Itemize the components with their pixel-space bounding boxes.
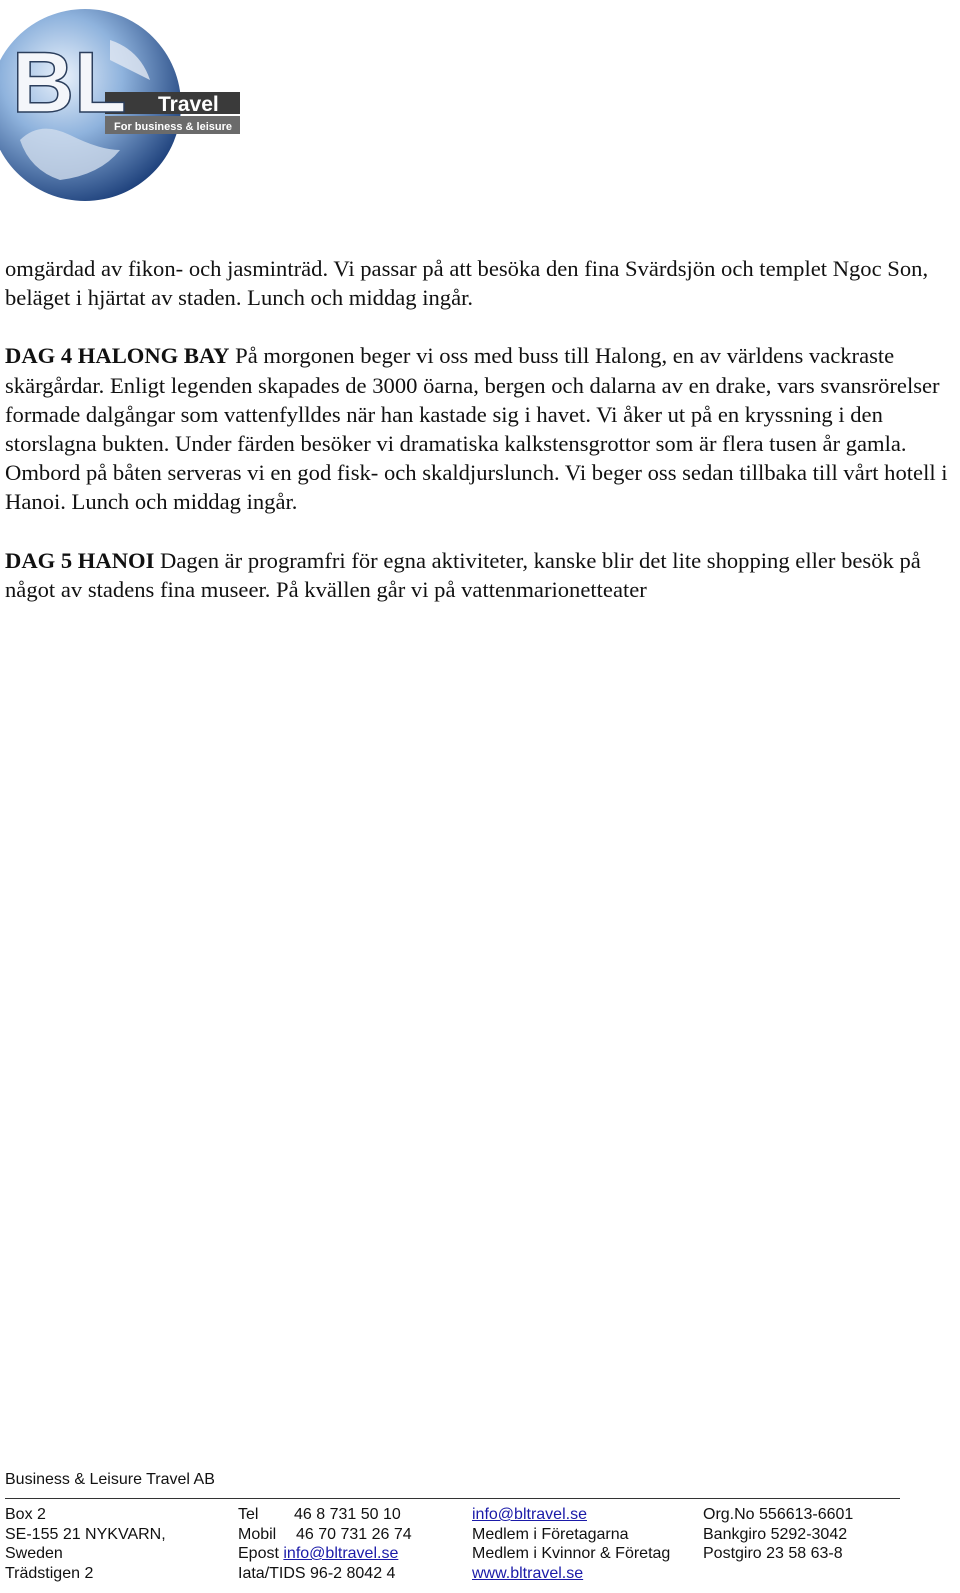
postgiro: Postgiro 23 58 63-8 bbox=[703, 1545, 843, 1562]
paragraph-day4 bbox=[5, 341, 955, 516]
mobil-value: 46 70 731 26 74 bbox=[296, 1525, 412, 1543]
company-name: Business & Leisure Travel AB bbox=[5, 1471, 215, 1488]
company-logo bbox=[0, 0, 250, 210]
day-heading: DAG 5 HANOI bbox=[5, 547, 155, 573]
paragraph-text: omgärdad av fikon- och jasminträd. Vi passar på att besöka den fina Svärdsjön och templet Ngoc Son, beläget i hjärtat av staden. Lunch och middag ingår. bbox=[5, 256, 929, 311]
paragraph-text: På morgonen beger vi oss med buss till Halong, en av världens vackraste skärgårdar. Enligt legenden skapades de 3000 öarna, bergen och dalarna av en drake, vars svansrörelser formade dalgångar som vattenfylldes när han kastade sig i havet. Vi åker ut på en kryssning i den storslagna bukten. Under färden besöker vi dramatiska kalkstensgrottor som är flera tusen år gamla. Ombord på båten serveras vi en god fisk- och skaldjurslunch. Vi beger oss sedan tillbaka till vårt hotell i Hanoi. Lunch och middag ingår. bbox=[5, 343, 948, 515]
footer-divider bbox=[5, 1498, 900, 1499]
address-line: SE-155 21 NYKVARN, bbox=[5, 1525, 166, 1543]
website-link[interactable]: www.bltravel.se bbox=[472, 1564, 584, 1582]
membership-line: Medlem i Företagarna bbox=[472, 1525, 629, 1543]
globe-logo-icon bbox=[0, 0, 250, 210]
logo-brand-text: Travel bbox=[158, 93, 219, 116]
phone-column bbox=[238, 1505, 412, 1583]
itinerary-text bbox=[5, 254, 955, 633]
address-line: Trädstigen 2 bbox=[5, 1564, 94, 1582]
org-number: Org.No 556613-6601 bbox=[703, 1506, 854, 1523]
epost-link[interactable]: info@bltravel.se bbox=[283, 1545, 399, 1562]
tel-line bbox=[238, 1505, 412, 1525]
tel-label: Tel bbox=[238, 1506, 259, 1523]
logo-letters: BL bbox=[12, 35, 127, 131]
email-link[interactable]: info@bltravel.se bbox=[472, 1506, 587, 1523]
registration-column bbox=[703, 1505, 853, 1564]
address-line: Sweden bbox=[5, 1545, 63, 1562]
mobil-label: Mobil bbox=[238, 1525, 277, 1543]
logo-tagline: For business & leisure bbox=[114, 121, 232, 133]
iata-line: Iata/TIDS 96-2 8042 4 bbox=[238, 1564, 396, 1582]
mobil-line bbox=[238, 1525, 412, 1545]
paragraph-intro bbox=[5, 254, 955, 312]
bankgiro: Bankgiro 5292-3042 bbox=[703, 1525, 848, 1543]
membership-line: Medlem i Kvinnor & Företag bbox=[472, 1545, 671, 1562]
membership-column bbox=[472, 1505, 670, 1583]
page-footer bbox=[5, 1470, 955, 1582]
day-heading: DAG 4 HALONG BAY bbox=[5, 343, 230, 369]
epost-line bbox=[238, 1544, 412, 1564]
tel-value: 46 8 731 50 10 bbox=[294, 1506, 401, 1523]
address-line: Box 2 bbox=[5, 1506, 46, 1523]
paragraph-day5 bbox=[5, 546, 955, 604]
epost-label: Epost bbox=[238, 1545, 279, 1562]
address-column bbox=[5, 1505, 166, 1583]
paragraph-text: Dagen är programfri för egna aktiviteter, kanske blir det lite shopping eller besök på något av stadens fina museer. På kvällen går vi på vattenmarionetteater bbox=[5, 547, 921, 602]
